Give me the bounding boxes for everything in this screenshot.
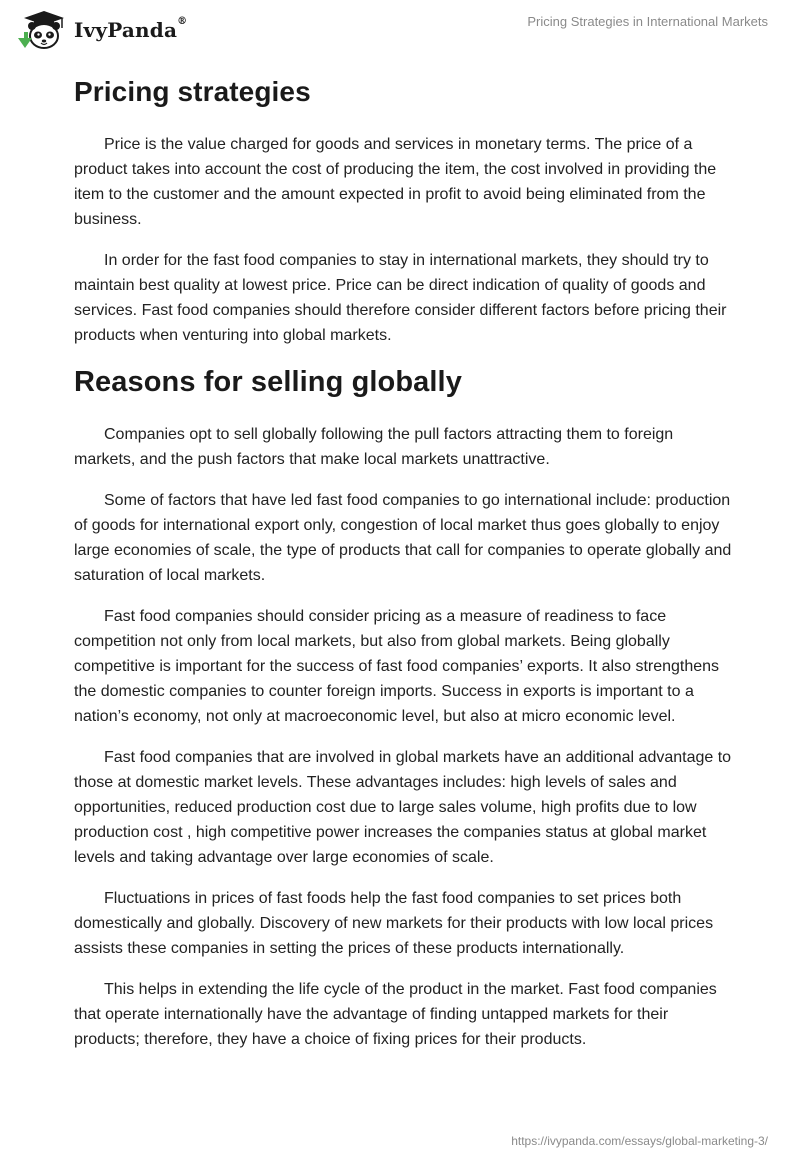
paragraph: Companies opt to sell globally following the pull factors attracting them to foreign markets, and the push factors that make local markets unattractive. [74,426,674,468]
section-reasons-for-selling-globally [74,362,734,1052]
paragraph: Fast food companies that are involved in global markets have an additional advantage to those at domestic market levels. These advantages includes: high levels of sales and opportunities, reduced production cost due to large sales volume, high profits due to low production cost , high competitive power increases the companies status at global market levels and taking advantage over large economies of scale. [74,749,732,866]
brand-logo-link[interactable] [14,8,187,52]
section-heading: Reasons for selling globally [74,366,462,398]
paragraph: Fluctuations in prices of fast foods help the fast food companies to set prices both domestically and globally. Discovery of new markets for their products with low local prices assists these companies in setting the prices of these products internationally. [74,890,714,957]
source-url-link[interactable]: https://ivypanda.com/essays/global-marketing-3/ [511,1134,768,1148]
article-content [74,70,734,1052]
paragraph: Fast food companies should consider pricing as a measure of readiness to face competition not only from local markets, but also from global markets. Being globally competitive is important for the success of fast food companies’ exports. It also strengthens the domestic companies to counter foreign imports. Success in exports is important to a nation’s economy, not only at macroeconomic level, but also at micro economic level. [74,608,720,725]
paragraph: In order for the fast food companies to stay in international markets, they should try to maintain best quality at lowest price. Price can be direct indication of quality of goods and services. Fast food companies should therefore consider different factors before pricing their products when venturing into global markets. [74,252,727,344]
page-header [0,0,800,60]
brand-name: IvyPanda® [74,16,188,42]
document-title: Pricing Strategies in International Markets [527,14,768,29]
paragraph: This helps in extending the life cycle of the product in the market. Fast food companies that operate internationally have the advantage of finding untapped markets for their products; therefore, they have a choice of fixing prices for their products. [74,981,717,1048]
section-heading: Pricing strategies [74,76,311,107]
section-pricing-strategies [74,72,734,348]
registered-mark: ® [177,16,188,27]
panda-logo-icon [14,8,70,52]
paragraph: Some of factors that have led fast food companies to go international include: production of goods for international export only, congestion of local market thus goes globally to enjoy large economies of scale, the type of products that call for companies to operate globally and saturation of local markets. [74,492,732,584]
paragraph: Price is the value charged for goods and services in monetary terms. The price of a product takes into account the cost of producing the item, the cost involved in providing the item to the customer and the amount expected in profit to avoid being eliminated from the business. [74,136,717,228]
